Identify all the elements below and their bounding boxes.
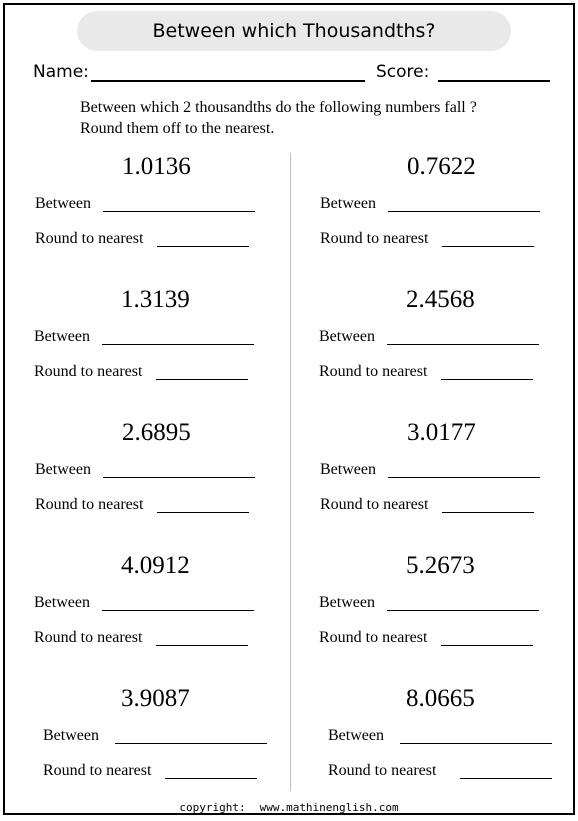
footer [5,801,573,814]
problem-number: 3.0177 [407,419,476,446]
problem-1 [35,153,285,273]
problem-4 [319,286,569,406]
name-label: Name: [33,62,89,82]
between-answer-field[interactable] [102,610,254,611]
between-label: Between [328,727,384,744]
between-label: Between [320,461,376,478]
between-answer-field[interactable] [102,344,254,345]
between-label: Between [35,195,91,212]
instruction-line-2: Round them off to the nearest. [80,120,275,137]
copyright-label: copyright: [179,801,246,814]
round-answer-field[interactable] [157,512,249,513]
between-label: Between [320,195,376,212]
problem-number: 1.0136 [122,153,191,180]
problem-8 [319,552,569,672]
round-answer-field[interactable] [441,379,533,380]
round-label: Round to nearest [35,230,144,247]
problem-3 [34,286,284,406]
problem-number: 5.2673 [406,552,475,579]
score-label: Score: [376,62,430,82]
problem-number: 8.0665 [406,685,475,712]
round-label: Round to nearest [328,762,437,779]
round-answer-field[interactable] [157,246,249,247]
round-label: Round to nearest [43,762,152,779]
between-label: Between [319,328,375,345]
round-answer-field[interactable] [460,778,552,779]
problem-7 [34,552,284,672]
worksheet-title [77,11,511,51]
between-label: Between [43,727,99,744]
round-answer-field[interactable] [441,645,533,646]
round-label: Round to nearest [320,230,429,247]
round-answer-field[interactable] [442,512,534,513]
problem-6 [320,419,570,539]
name-field[interactable] [91,80,365,82]
problem-9 [43,685,293,805]
round-label: Round to nearest [319,629,428,646]
between-label: Between [319,594,375,611]
between-label: Between [35,461,91,478]
round-label: Round to nearest [34,363,143,380]
problem-2 [320,153,570,273]
between-answer-field[interactable] [400,743,552,744]
between-answer-field[interactable] [387,344,539,345]
worksheet-page [3,3,575,815]
problem-number: 3.9087 [121,685,190,712]
round-answer-field[interactable] [156,379,248,380]
between-answer-field[interactable] [115,743,267,744]
between-answer-field[interactable] [103,211,255,212]
between-label: Between [34,594,90,611]
round-answer-field[interactable] [156,645,248,646]
instruction-line-1: Between which 2 thousandths do the following numbers fall ? [80,99,477,116]
title-text: Between which Thousandths? [152,20,436,42]
round-answer-field[interactable] [442,246,534,247]
round-label: Round to nearest [35,496,144,513]
problem-number: 4.0912 [121,552,190,579]
between-answer-field[interactable] [387,610,539,611]
name-score-row [33,60,563,88]
problem-number: 2.4568 [406,286,475,313]
website-link[interactable]: www.mathinenglish.com [259,801,399,814]
problem-5 [35,419,285,539]
problem-10 [328,685,575,805]
round-label: Round to nearest [319,363,428,380]
between-label: Between [34,328,90,345]
round-answer-field[interactable] [165,778,257,779]
between-answer-field[interactable] [388,211,540,212]
between-answer-field[interactable] [103,477,255,478]
problem-number: 0.7622 [407,153,476,180]
round-label: Round to nearest [320,496,429,513]
problem-number: 1.3139 [121,286,190,313]
instructions [80,97,540,139]
problem-number: 2.6895 [122,419,191,446]
between-answer-field[interactable] [388,477,540,478]
round-label: Round to nearest [34,629,143,646]
score-field[interactable] [438,80,550,82]
